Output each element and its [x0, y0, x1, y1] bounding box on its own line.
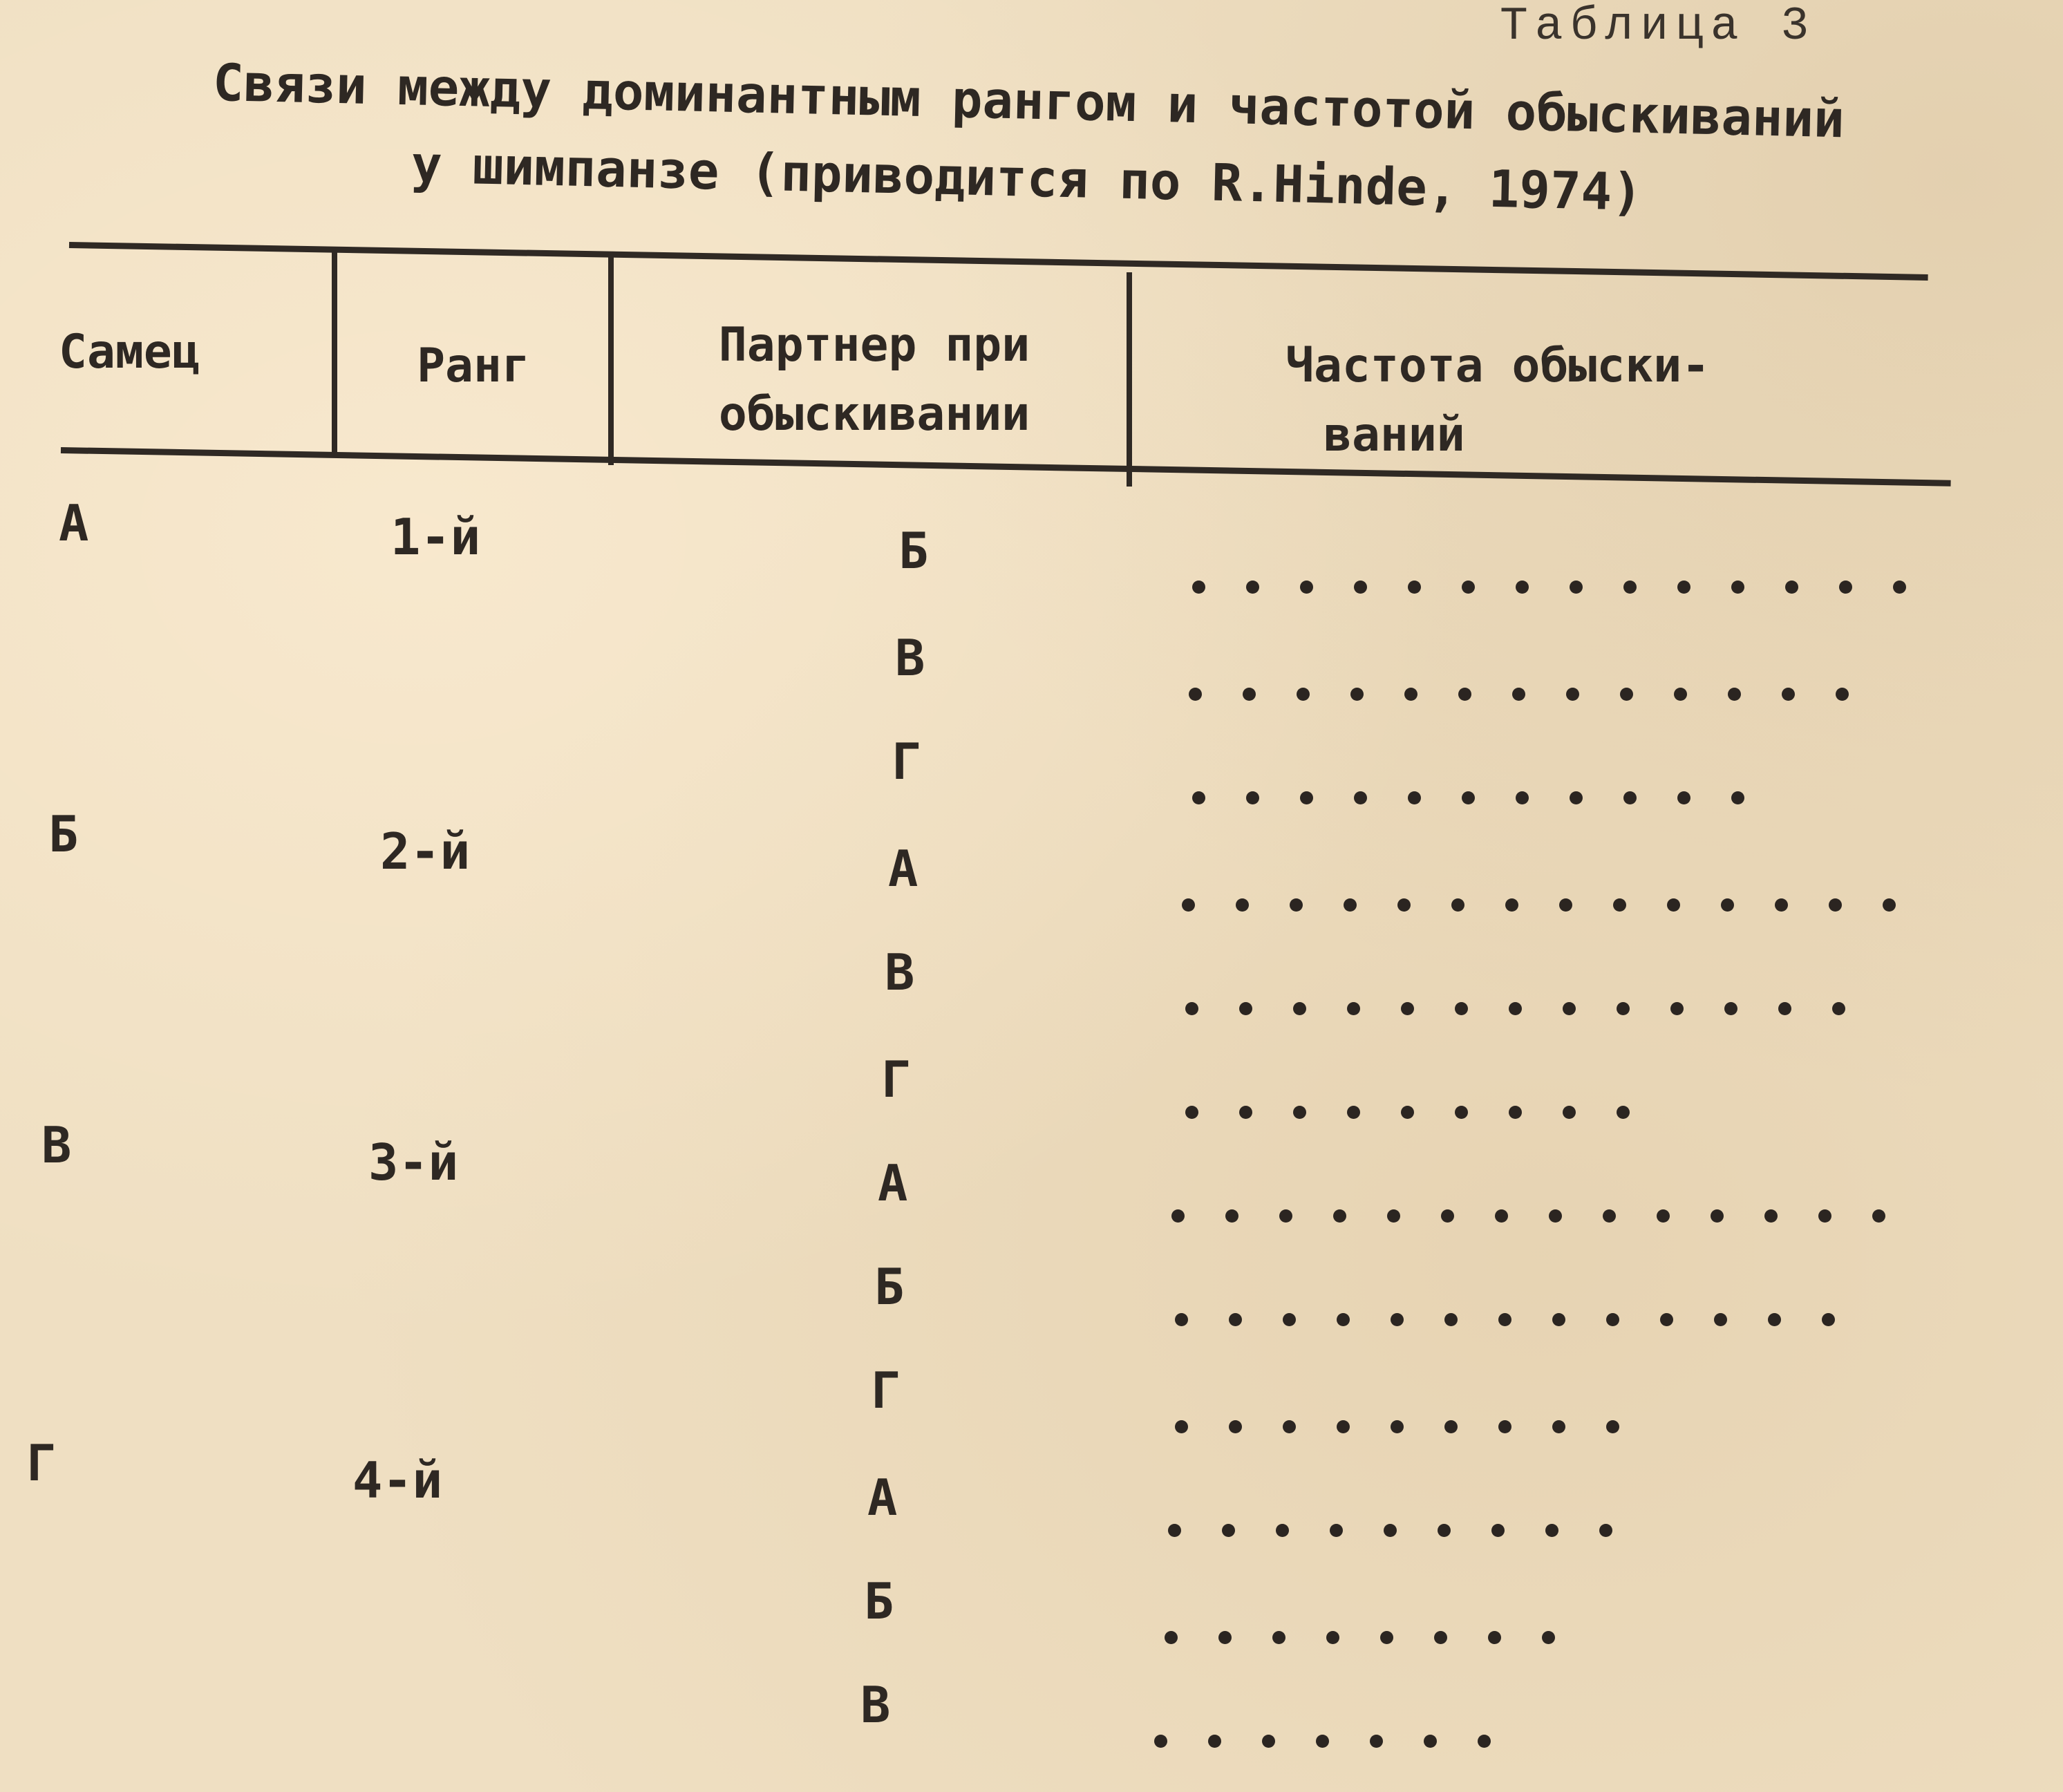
frequency-dot: [1424, 1735, 1437, 1748]
frequency-dot: [1330, 1524, 1343, 1537]
title-line-1: Связи между доминантным рангом и частотой обыскиваний: [212, 53, 1845, 150]
frequency-dot: [1606, 1420, 1619, 1433]
frequency-dot: [1606, 1313, 1619, 1326]
frequency-dot: [1724, 1002, 1737, 1015]
frequency-dot: [1455, 1002, 1468, 1015]
frequency-dot: [1218, 1631, 1232, 1644]
frequency-dot: [1391, 1420, 1404, 1433]
frequency-dot: [1408, 581, 1421, 594]
frequency-dot: [1822, 1313, 1835, 1326]
partner-cell: Г: [881, 1050, 912, 1109]
frequency-dots: [1185, 1106, 1670, 1119]
frequency-dot: [1438, 1524, 1451, 1537]
frequency-dot: [1239, 1106, 1252, 1119]
frequency-dot: [1660, 1313, 1673, 1326]
partner-cell: А: [878, 1154, 908, 1212]
frequency-dots: [1182, 898, 1937, 912]
frequency-dot: [1208, 1735, 1221, 1748]
frequency-dot: [1333, 1209, 1346, 1223]
frequency-dot: [1441, 1209, 1454, 1223]
frequency-dot: [1404, 688, 1417, 701]
partner-cell: В: [895, 629, 925, 687]
frequency-dots: [1189, 688, 1890, 701]
table-title: [93, 41, 1962, 238]
header-frequency: [1175, 332, 1866, 470]
frequency-dot: [1818, 1209, 1831, 1223]
partner-cell: Б: [898, 522, 929, 580]
frequency-dot: [1246, 791, 1259, 804]
frequency-dot: [1401, 1106, 1414, 1119]
frequency-dot: [1347, 1002, 1360, 1015]
rank-cell: 4-й: [352, 1451, 443, 1509]
frequency-dot: [1276, 1524, 1289, 1537]
partner-cell: Г: [871, 1361, 901, 1420]
frequency-dot: [1570, 791, 1583, 804]
frequency-dot: [1337, 1420, 1350, 1433]
partner-cell: Г: [892, 733, 922, 791]
frequency-dot: [1236, 898, 1249, 912]
frequency-dot: [1387, 1209, 1400, 1223]
frequency-dot: [1384, 1524, 1397, 1537]
frequency-dot: [1451, 898, 1464, 912]
partner-cell: А: [888, 840, 919, 898]
rank-cell: 2-й: [380, 822, 471, 880]
frequency-dot: [1657, 1209, 1670, 1223]
frequency-dot: [1293, 1002, 1306, 1015]
frequency-dot: [1829, 898, 1842, 912]
frequency-dot: [1731, 791, 1744, 804]
frequency-dot: [1677, 791, 1690, 804]
frequency-dot: [1290, 898, 1303, 912]
frequency-dot: [1165, 1631, 1178, 1644]
frequency-dot: [1171, 1209, 1185, 1223]
frequency-dot: [1462, 791, 1475, 804]
frequency-dot: [1225, 1209, 1238, 1223]
frequency-dot: [1782, 688, 1795, 701]
frequency-dot: [1778, 1002, 1791, 1015]
frequency-dot: [1344, 898, 1357, 912]
frequency-dot: [1711, 1209, 1724, 1223]
frequency-dot: [1337, 1313, 1350, 1326]
frequency-dot: [1434, 1631, 1447, 1644]
frequency-dot: [1613, 898, 1626, 912]
frequency-dot: [1620, 688, 1633, 701]
frequency-dot: [1182, 898, 1195, 912]
frequency-dot: [1549, 1209, 1562, 1223]
frequency-dot: [1883, 898, 1896, 912]
frequency-dot: [1444, 1313, 1458, 1326]
frequency-dot: [1229, 1313, 1242, 1326]
rank-cell: 1-й: [390, 508, 481, 566]
partner-cell: В: [860, 1676, 891, 1734]
frequency-dot: [1836, 688, 1849, 701]
frequency-dot: [1768, 1313, 1781, 1326]
partner-cell: А: [867, 1469, 898, 1527]
frequency-dot: [1570, 581, 1583, 594]
header-male: Самец: [59, 325, 200, 379]
header-rank: Ранг: [417, 339, 530, 393]
frequency-dot: [1175, 1313, 1188, 1326]
frequency-dots: [1154, 1735, 1532, 1748]
frequency-dot: [1354, 581, 1367, 594]
frequency-dot: [1283, 1313, 1296, 1326]
frequency-dot: [1512, 688, 1525, 701]
frequency-dot: [1516, 791, 1529, 804]
header-partner: [625, 311, 1123, 449]
frequency-dots: [1185, 1002, 1886, 1015]
top-rule: [69, 242, 1928, 281]
column-divider-3: [1127, 272, 1132, 487]
male-cell: Б: [48, 805, 79, 863]
frequency-dot: [1391, 1313, 1404, 1326]
partner-cell: Б: [874, 1258, 905, 1316]
frequency-dots: [1175, 1420, 1660, 1433]
frequency-dot: [1617, 1106, 1630, 1119]
frequency-dot: [1670, 1002, 1684, 1015]
frequency-dot: [1498, 1313, 1511, 1326]
frequency-dot: [1326, 1631, 1339, 1644]
frequency-dot: [1667, 898, 1680, 912]
column-divider-2: [608, 254, 614, 465]
frequency-dot: [1243, 688, 1256, 701]
frequency-dot: [1563, 1106, 1576, 1119]
male-cell: А: [59, 494, 89, 552]
frequency-dot: [1488, 1631, 1501, 1644]
frequency-dot: [1505, 898, 1518, 912]
frequency-dot: [1397, 898, 1411, 912]
partner-cell: Б: [864, 1572, 894, 1630]
frequency-dot: [1893, 581, 1906, 594]
frequency-dot: [1239, 1002, 1252, 1015]
partner-cell: В: [885, 943, 915, 1001]
frequency-dot: [1192, 791, 1205, 804]
title-line-2: у шимпанзе (приводится по R.Hinde, 1974): [411, 135, 1643, 223]
frequency-dot: [1491, 1524, 1505, 1537]
frequency-dot: [1509, 1106, 1522, 1119]
frequency-dot: [1380, 1631, 1393, 1644]
frequency-dot: [1262, 1735, 1275, 1748]
frequency-dot: [1599, 1524, 1612, 1537]
header-frequency-line-2: ваний: [1323, 408, 1465, 462]
frequency-dot: [1731, 581, 1744, 594]
frequency-dot: [1222, 1524, 1235, 1537]
table-number: Таблица 3: [1500, 0, 1816, 53]
column-divider-1: [332, 247, 337, 455]
header-partner-line-1: Партнер при: [718, 318, 1030, 372]
frequency-dot: [1623, 581, 1637, 594]
frequency-dot: [1478, 1735, 1491, 1748]
frequency-dot: [1495, 1209, 1508, 1223]
frequency-dot: [1444, 1420, 1458, 1433]
frequency-dot: [1563, 1002, 1576, 1015]
frequency-dots: [1192, 581, 1947, 594]
frequency-dot: [1728, 688, 1741, 701]
frequency-dot: [1603, 1209, 1616, 1223]
frequency-dot: [1721, 898, 1734, 912]
frequency-dot: [1617, 1002, 1630, 1015]
frequency-dot: [1542, 1631, 1555, 1644]
frequency-dot: [1154, 1735, 1167, 1748]
frequency-dot: [1674, 688, 1687, 701]
frequency-dot: [1297, 688, 1310, 701]
frequency-dots: [1175, 1313, 1876, 1326]
frequency-dots: [1165, 1631, 1596, 1644]
frequency-dot: [1370, 1735, 1383, 1748]
frequency-dot: [1872, 1209, 1885, 1223]
frequency-dots: [1192, 791, 1785, 804]
header-partner-line-2: обыскивании: [718, 387, 1030, 442]
frequency-dot: [1832, 1002, 1845, 1015]
male-cell: В: [41, 1116, 72, 1174]
rank-cell: 3-й: [368, 1133, 459, 1191]
frequency-dot: [1192, 581, 1205, 594]
frequency-dot: [1498, 1420, 1511, 1433]
frequency-dot: [1623, 791, 1637, 804]
frequency-dot: [1293, 1106, 1306, 1119]
frequency-dot: [1175, 1420, 1188, 1433]
frequency-dot: [1566, 688, 1579, 701]
frequency-dot: [1764, 1209, 1778, 1223]
frequency-dot: [1462, 581, 1475, 594]
frequency-dot: [1552, 1420, 1565, 1433]
frequency-dot: [1246, 581, 1259, 594]
frequency-dot: [1839, 581, 1852, 594]
frequency-dot: [1350, 688, 1364, 701]
frequency-dot: [1785, 581, 1798, 594]
frequency-dot: [1185, 1002, 1198, 1015]
frequency-dot: [1552, 1313, 1565, 1326]
frequency-dot: [1300, 791, 1313, 804]
frequency-dot: [1559, 898, 1572, 912]
frequency-dot: [1458, 688, 1471, 701]
frequency-dot: [1354, 791, 1367, 804]
frequency-dot: [1189, 688, 1202, 701]
frequency-dot: [1316, 1735, 1329, 1748]
frequency-dot: [1714, 1313, 1727, 1326]
frequency-dot: [1168, 1524, 1181, 1537]
frequency-dot: [1283, 1420, 1296, 1433]
frequency-dot: [1185, 1106, 1198, 1119]
frequency-dot: [1401, 1002, 1414, 1015]
frequency-dot: [1455, 1106, 1468, 1119]
frequency-dots: [1168, 1524, 1653, 1537]
header-frequency-line-1: Частота обыски-: [1285, 339, 1711, 393]
frequency-dot: [1347, 1106, 1360, 1119]
frequency-dot: [1775, 898, 1788, 912]
frequency-dot: [1516, 581, 1529, 594]
frequency-dot: [1272, 1631, 1285, 1644]
frequency-dot: [1229, 1420, 1242, 1433]
frequency-dot: [1408, 791, 1421, 804]
male-cell: Г: [26, 1434, 57, 1492]
frequency-dot: [1300, 581, 1313, 594]
frequency-dot: [1545, 1524, 1558, 1537]
frequency-dots: [1171, 1209, 1926, 1223]
frequency-dot: [1677, 581, 1690, 594]
frequency-dot: [1509, 1002, 1522, 1015]
frequency-dot: [1279, 1209, 1292, 1223]
